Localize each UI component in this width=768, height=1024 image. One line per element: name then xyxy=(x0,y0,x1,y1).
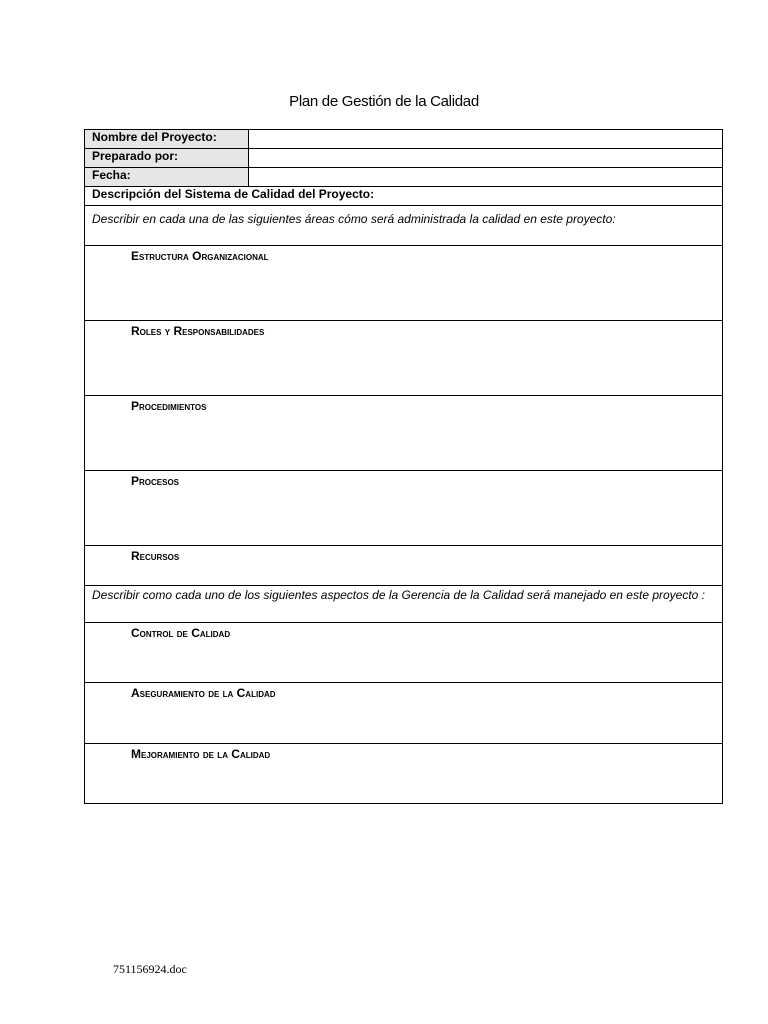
areas-instruction-row xyxy=(85,206,723,246)
area-heading-processes: Procesos xyxy=(85,471,723,546)
area-heading-procedures: Procedimientos xyxy=(85,396,723,471)
system-description-label: Descripción del Sistema de Calidad del Proyecto: xyxy=(85,187,723,206)
area-heading-organizational-structure: Estructura Organizacional xyxy=(85,246,723,321)
document-title: Plan de Gestión de la Calidad xyxy=(289,93,479,110)
areas-instruction: Describir en cada una de las siguientes áreas cómo será administrada la calidad en este proyecto: xyxy=(85,206,723,246)
document-filename: 751156924.doc xyxy=(113,962,187,976)
aspect-heading-quality-control: Control de Calidad xyxy=(85,623,723,683)
prepared-by-label: Preparado por: xyxy=(85,149,249,168)
project-name-field[interactable] xyxy=(249,130,723,149)
date-field[interactable] xyxy=(249,168,723,187)
area-section[interactable] xyxy=(85,396,723,471)
aspects-instruction-row xyxy=(85,586,723,623)
aspect-section[interactable] xyxy=(85,623,723,683)
project-name-row xyxy=(85,130,723,149)
aspect-section[interactable] xyxy=(85,744,723,804)
quality-plan-form xyxy=(84,129,723,804)
date-label: Fecha: xyxy=(85,168,249,187)
area-section[interactable] xyxy=(85,546,723,586)
area-section[interactable] xyxy=(85,471,723,546)
area-heading-roles: Roles y Responsabilidades xyxy=(85,321,723,396)
area-heading-resources: Recursos xyxy=(85,546,723,586)
project-name-label: Nombre del Proyecto: xyxy=(85,130,249,149)
aspect-section[interactable] xyxy=(85,683,723,744)
aspect-heading-quality-improvement: Mejoramiento de la Calidad xyxy=(85,744,723,804)
aspect-heading-quality-assurance: Aseguramiento de la Calidad xyxy=(85,683,723,744)
date-row xyxy=(85,168,723,187)
area-section[interactable] xyxy=(85,321,723,396)
prepared-by-field[interactable] xyxy=(249,149,723,168)
aspects-instruction: Describir como cada uno de los siguientes aspectos de la Gerencia de la Calidad será manejado en este proyecto : xyxy=(85,586,723,623)
prepared-by-row xyxy=(85,149,723,168)
area-section[interactable] xyxy=(85,246,723,321)
system-description-row xyxy=(85,187,723,206)
